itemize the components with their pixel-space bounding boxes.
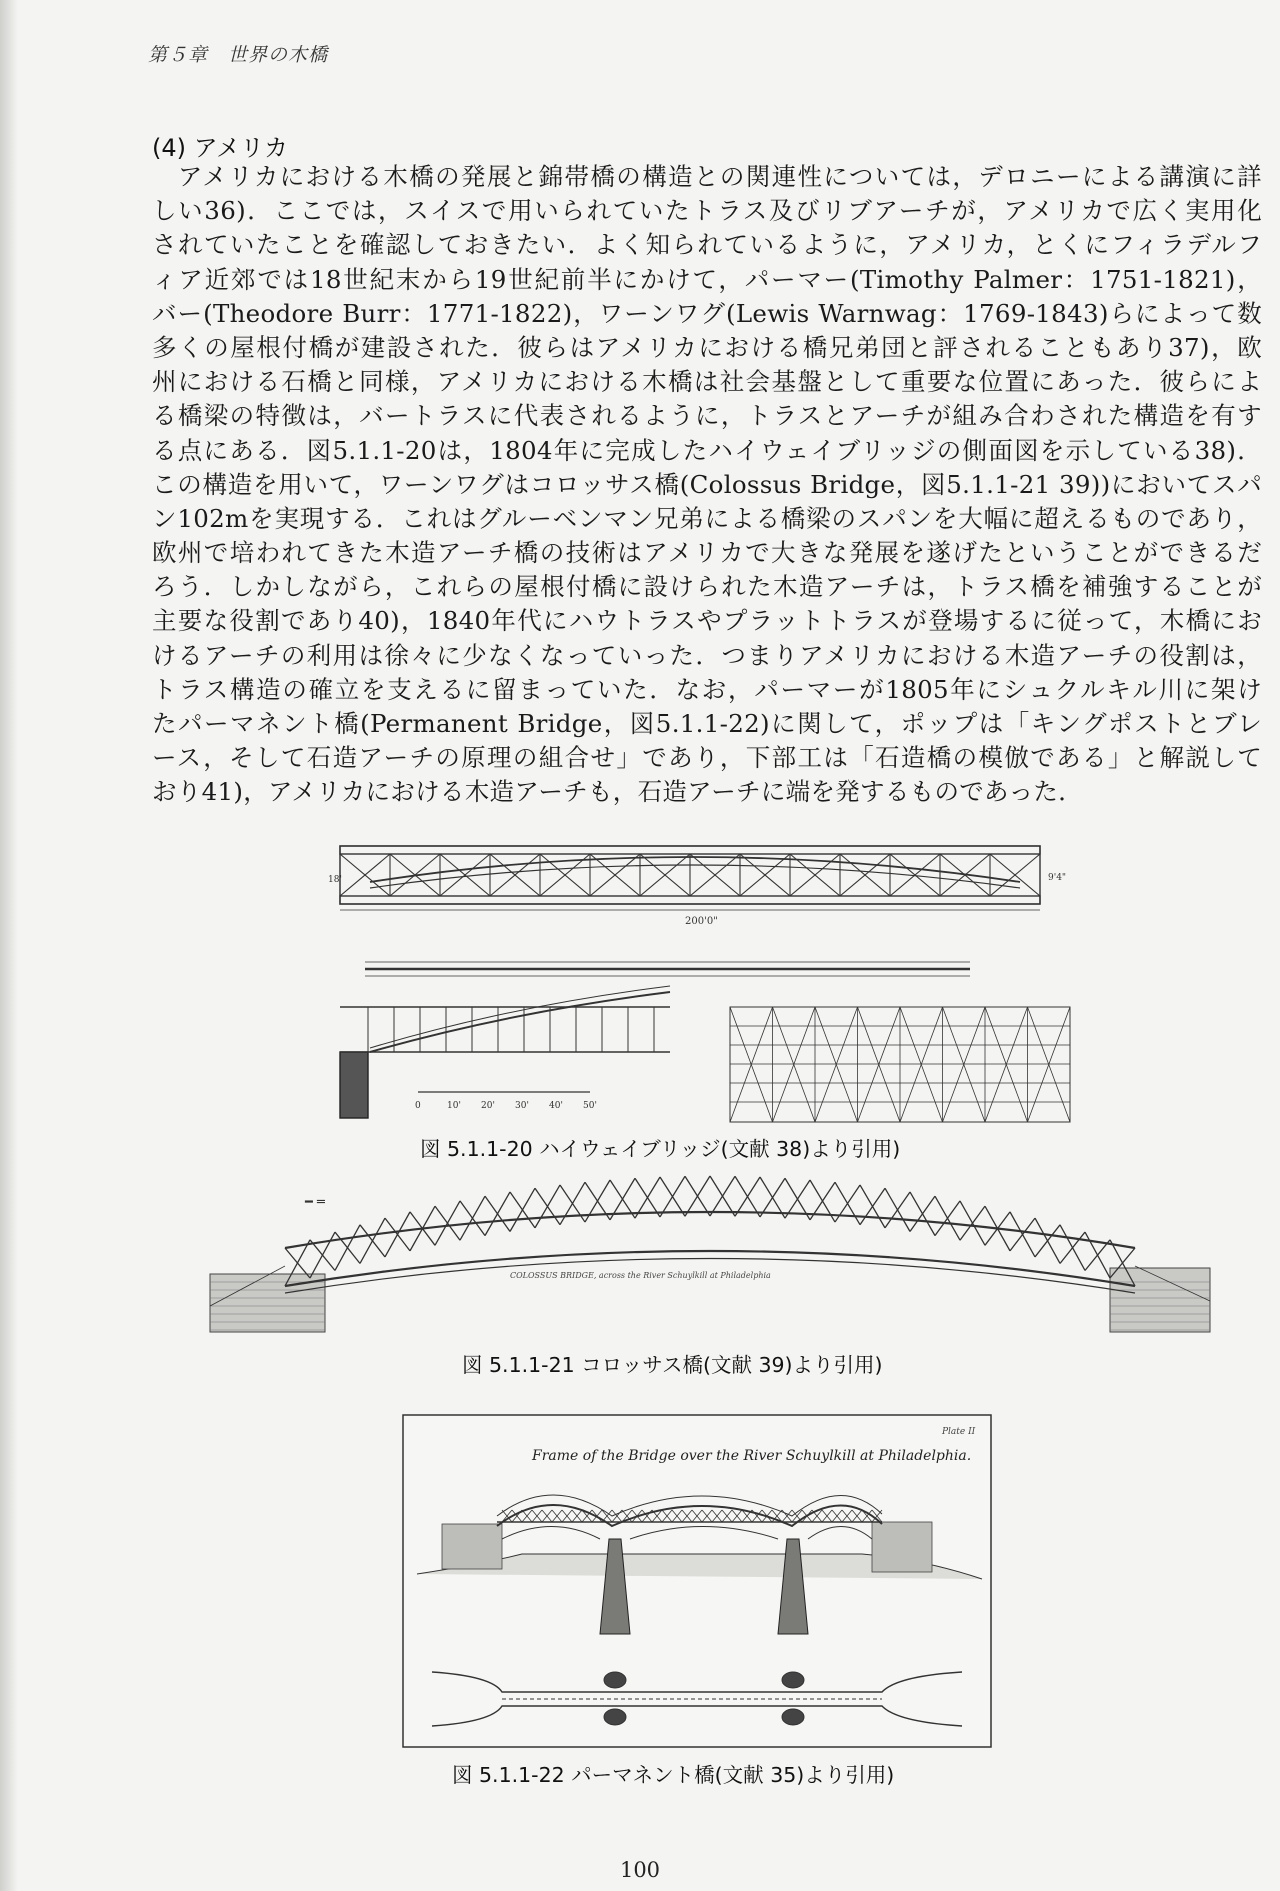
colossus-inscription: COLOSSUS BRIDGE, across the River Schuylkill at Philadelphia [510,1271,771,1280]
figure-caption-20: 図 5.1.1-20 ハイウェイブリッジ(文献 38)より引用) [420,1137,901,1161]
running-header: 第５章 世界の木橋 [148,44,329,66]
body-line: アメリカにおける木橋の発展と錦帯橋の構造との関連性については，デロニーによる講演に詳 [152,162,1262,191]
scale-label: 20' [481,1101,495,1111]
body-line: ろう．しかしながら，これらの屋根付橋に設けられた木造アーチは，トラス橋を補強することが [152,572,1262,602]
body-paragraph [152,160,1262,810]
scale-label: 40' [549,1101,563,1111]
figure-caption-21: 図 5.1.1-21 コロッサス橋(文献 39)より引用) [462,1353,883,1377]
svg-text:━ ═: ━ ═ [305,1195,325,1210]
scale-label: 50' [583,1101,597,1111]
body-line: おり41)，アメリカにおける木造アーチも，石造アーチに端を発するものであった． [152,777,1083,807]
body-line: 欧州で培われてきた木造アーチ橋の技術はアメリカで大きな発展を遂げたということができるだ [152,538,1262,568]
body-line: る橋梁の特徴は，バートラスに代表されるように，トラスとアーチが組み合わされた構造を有す [152,401,1262,431]
body-line: ース，そして石造アーチの原理の組合せ」であり，下部工は「石造橋の模倣である」と解説して [152,743,1262,773]
scale-label: 10' [447,1101,461,1111]
scale-label: 30' [515,1101,529,1111]
body-line: 多くの屋根付橋が建設された．彼らはアメリカにおける橋兄弟団と評されることもあり37)，欧 [152,332,1262,362]
engraved-title: Frame of the Bridge over the River Schuylkill at Philadelphia. [532,1448,972,1464]
right-dimension-label: 9'4" [1048,873,1067,883]
body-line: けるアーチの利用は徐々に少なくなっていった．つまりアメリカにおける木造アーチの役割は， [152,640,1262,670]
page-edge-shadow [0,0,18,1891]
figure-highway-bridge-drawing [330,842,1080,1127]
body-line: バー(Theodore Burr：1771-1822)，ワーンワグ(Lewis Warnwag：1769-1843)らによって数 [152,298,1262,328]
body-line: しい36)．ここでは，スイスで用いられていたトラス及びリブアーチが，アメリカで広く実用化 [152,196,1262,226]
page-number: 100 [619,1858,661,1882]
scale-label: 0 [415,1101,421,1111]
height-dimension-label: 18' [328,875,342,885]
figure-colossus-bridge-drawing [210,1186,1210,1336]
plate-number: Plate II [942,1427,976,1437]
body-line: この構造を用いて，ワーンワグはコロッサス橋(Colossus Bridge，図5.1.1-21 39))においてスパ [152,469,1262,499]
body-line: されていたことを確認しておきたい．よく知られているように，アメリカ，とくにフィラデルフ [152,230,1262,260]
body-line: る点にある．図5.1.1-20は，1804年に完成したハイウェイブリッジの側面図を示している38)． [152,435,1262,465]
body-line: ィア近郊では18世紀末から19世紀前半にかけて，パーマー(Timothy Palmer：1751-1821)， [152,264,1262,294]
figure-caption-22: 図 5.1.1-22 パーマネント橋(文献 35)より引用) [452,1763,895,1787]
figure-permanent-bridge-drawing [402,1414,992,1749]
span-dimension-label: 200'0" [685,916,718,927]
section-title: (4) アメリカ [152,134,288,162]
body-line: たパーマネント橋(Permanent Bridge，図5.1.1-22)に関して，ポップは「キングポストとブレ [152,709,1262,738]
body-line: トラス構造の確立を支えるに留まっていた．なお，パーマーが1805年にシュクルキル川に架け [152,674,1262,704]
body-line: 州における石橋と同様，アメリカにおける木橋は社会基盤として重要な位置にあった．彼らによ [152,367,1262,397]
body-line: ン102mを実現する．これはグルーベンマン兄弟による橋梁のスパンを大幅に超えるものであり， [152,503,1262,533]
body-line: 主要な役割であり40)，1840年代にハウトラスやプラットトラスが登場するに従って，木橋にお [152,606,1262,636]
